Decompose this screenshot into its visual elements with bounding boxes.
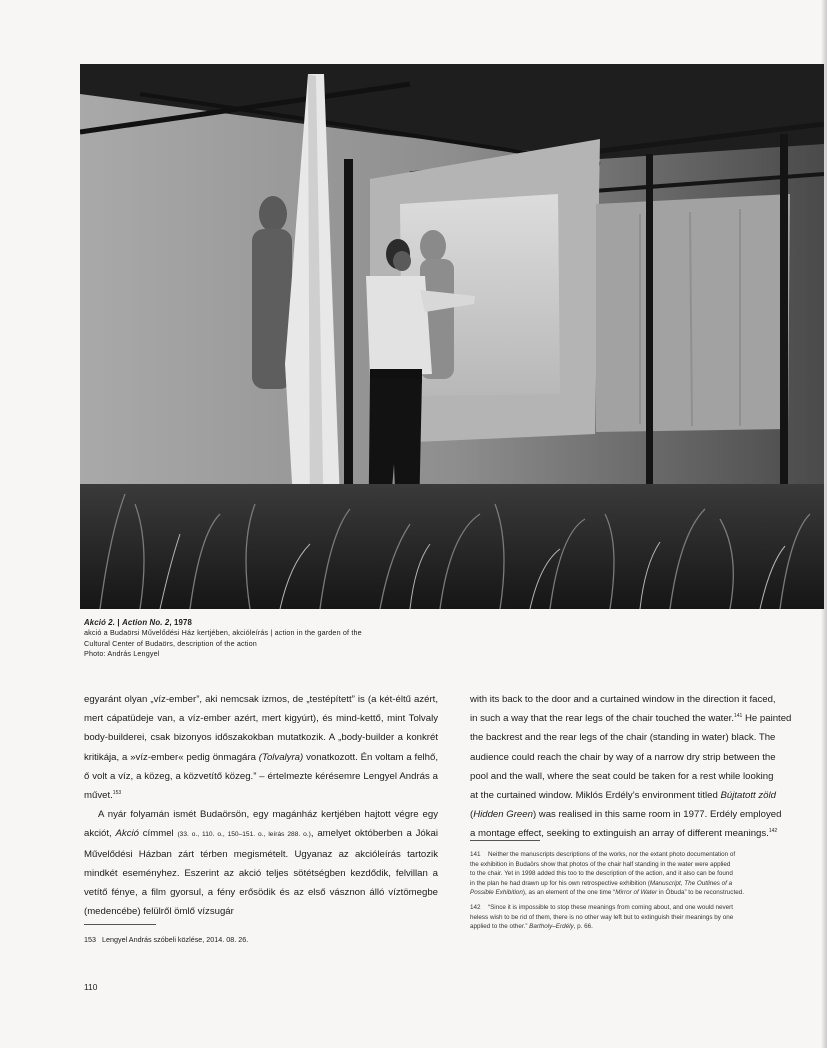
footnote-153-text: Lengyel András szóbeli közlése, 2014. 08. 26. xyxy=(102,935,249,944)
footnote-141-line-2: the exhibition in Budaörs show that photos of the chair half standing in the water were applied xyxy=(470,860,731,868)
left-p2-italic: Akció xyxy=(115,828,139,840)
footnote-rule-right xyxy=(470,840,540,841)
right-line-4: audience could reach the chair by way of a narrow dry strip between the xyxy=(470,751,776,763)
left-text-column xyxy=(84,690,438,921)
right-text-column xyxy=(470,690,826,844)
footnote-141-line-5-end: in Óbuda” to be reconstructed. xyxy=(657,889,744,897)
caption-title-hu: Akció 2. xyxy=(84,618,116,627)
left-p2-page-ref: (33. o., 110. o., 150–151. o., leírás 288. o.) xyxy=(177,831,311,839)
page-number: 110 xyxy=(84,982,98,992)
caption-year: , 1978 xyxy=(169,618,192,627)
footnote-142-page: , p. 66. xyxy=(573,923,593,931)
left-p2-text-c: , amelyet októberben a Jókai Művelődési Házban zárt térben megismételt. Ugyanaz az akcióleírás tartozik mindkét eseményhez. Eszerint az akció teljes sötétségben kezdődik, felvillan a vetítő fénye, a film gyorsul, a fény erősödik és az első vásznon álló víztömegbe (medencébe) felülről ömlő vízsugár xyxy=(84,828,438,918)
work-title-bujtatott: Bújtatott zöld xyxy=(720,790,776,802)
footnote-142-line-1: “Since it is impossible to stop these meanings from coming about, and one would nevert xyxy=(488,903,734,911)
photograph-illustration xyxy=(80,64,824,609)
footnote-141-number: 141 xyxy=(470,851,481,858)
right-line-6-text: at the curtained window. Miklós Erdély’s environment titled xyxy=(470,790,721,802)
footnote-rule-left xyxy=(84,924,156,925)
footnote-142-source: Bartholy–Erdély xyxy=(529,923,574,931)
right-line-7-text: ) was realised in this same room in 1977. Erdély employed xyxy=(532,809,782,821)
right-line-2-text: in such a way that the rear legs of the chair touched the water. xyxy=(470,713,734,725)
work-title-hidden-green: Hidden Green xyxy=(473,809,533,821)
caption-photo-credit: Photo: András Lengyel xyxy=(84,649,160,659)
footnote-142-line-3: applied to the other.” xyxy=(470,923,530,931)
right-line-6 xyxy=(470,786,826,805)
caption-title-en: Action No. 2 xyxy=(122,618,170,627)
caption-line-2: akció a Budaörsi Művelődési Ház kertjében, akcióleírás | action in the garden of the xyxy=(84,628,362,638)
caption-title xyxy=(84,618,504,628)
footnote-153 xyxy=(84,935,438,945)
footnotes-right xyxy=(470,850,826,937)
left-p2-text-b: címmel xyxy=(138,828,178,840)
footnote-142-number: 142 xyxy=(470,903,481,911)
right-line-2 xyxy=(470,709,826,728)
left-p1-text-b: vonatkozott. Én voltam a felhő, ő volt a víz, a közeg, a közvetítő közeg.” – értelmezte kérésemre Lengyel András a művet. xyxy=(84,751,439,802)
right-line-7-open: ( xyxy=(470,809,474,821)
right-line-2-end: He painted xyxy=(742,713,792,725)
footnote-141-line-5-italic-2: Mirror of Water xyxy=(615,889,658,897)
footnote-ref-153: 153 xyxy=(112,789,122,796)
footnote-142-line-2: heless wish to be rid of them, there is no other way left but to extinguish their meanings by one xyxy=(470,913,734,921)
left-p2-text-a: A nyár folyamán ismét Budaörsön, egy magánház kertjében hajtott végre egy akciót, xyxy=(84,809,438,840)
footnote-141-line-5-italic: Possible Exhibition xyxy=(470,889,523,897)
footnote-ref-142: 142 xyxy=(768,828,778,835)
footnote-141 xyxy=(470,850,826,898)
left-paragraph-1 xyxy=(84,690,438,805)
footnote-141-line-1: Neither the manuscripts descriptions of the works, nor the extant photo documentation of xyxy=(488,851,736,858)
footnote-153-number: 153 xyxy=(84,935,96,944)
right-line-3: the backrest and the rear legs of the chair (standing in water) black. The xyxy=(470,732,776,744)
right-line-5: pool and the wall, where the seat could be taken for a rest while looking xyxy=(470,770,774,782)
left-p1-italic: (Tolvalyra) xyxy=(258,751,304,763)
right-line-7 xyxy=(470,805,826,824)
photo-caption xyxy=(84,618,504,660)
caption-separator: | xyxy=(115,618,123,627)
left-p1-text-a: egyaránt olyan „víz-ember”, aki nemcsak izmos, de „testépített” is (a két-éltű azért, mert cápatüdeje van, a víz-ember azért, mert kigyúrt), és mind-kettő, mint Tolvaly body-builderei, csak bizonyos időszakokban mutatkozik. A „body-builder a konkrét kritikája, a »víz-ember« pedig önmagára xyxy=(84,694,438,763)
footnote-142 xyxy=(470,903,826,932)
footnote-ref-141: 141 xyxy=(733,713,743,720)
right-line-8-text: a montage effect, seeking to extinguish an array of different meanings. xyxy=(470,828,769,840)
action-photograph xyxy=(80,64,824,609)
left-paragraph-2 xyxy=(84,805,438,921)
footnote-141-line-4-italic: Manuscript, The Outlines of a xyxy=(649,879,733,887)
footnote-141-line-5: ), as an element of the one time “ xyxy=(522,889,616,897)
caption-line-3: Cultural Center of Budaörs, description of the action xyxy=(84,638,257,648)
footnote-141-line-3: to the chair. Yet in 1998 added this too to the description of the action, and it also can be found xyxy=(470,870,733,878)
right-line-1: with its back to the door and a curtained window in the direction it faced, xyxy=(470,694,776,705)
footnote-141-line-4: in the plan he had drawn up for his own retrospective exhibition ( xyxy=(470,879,650,887)
